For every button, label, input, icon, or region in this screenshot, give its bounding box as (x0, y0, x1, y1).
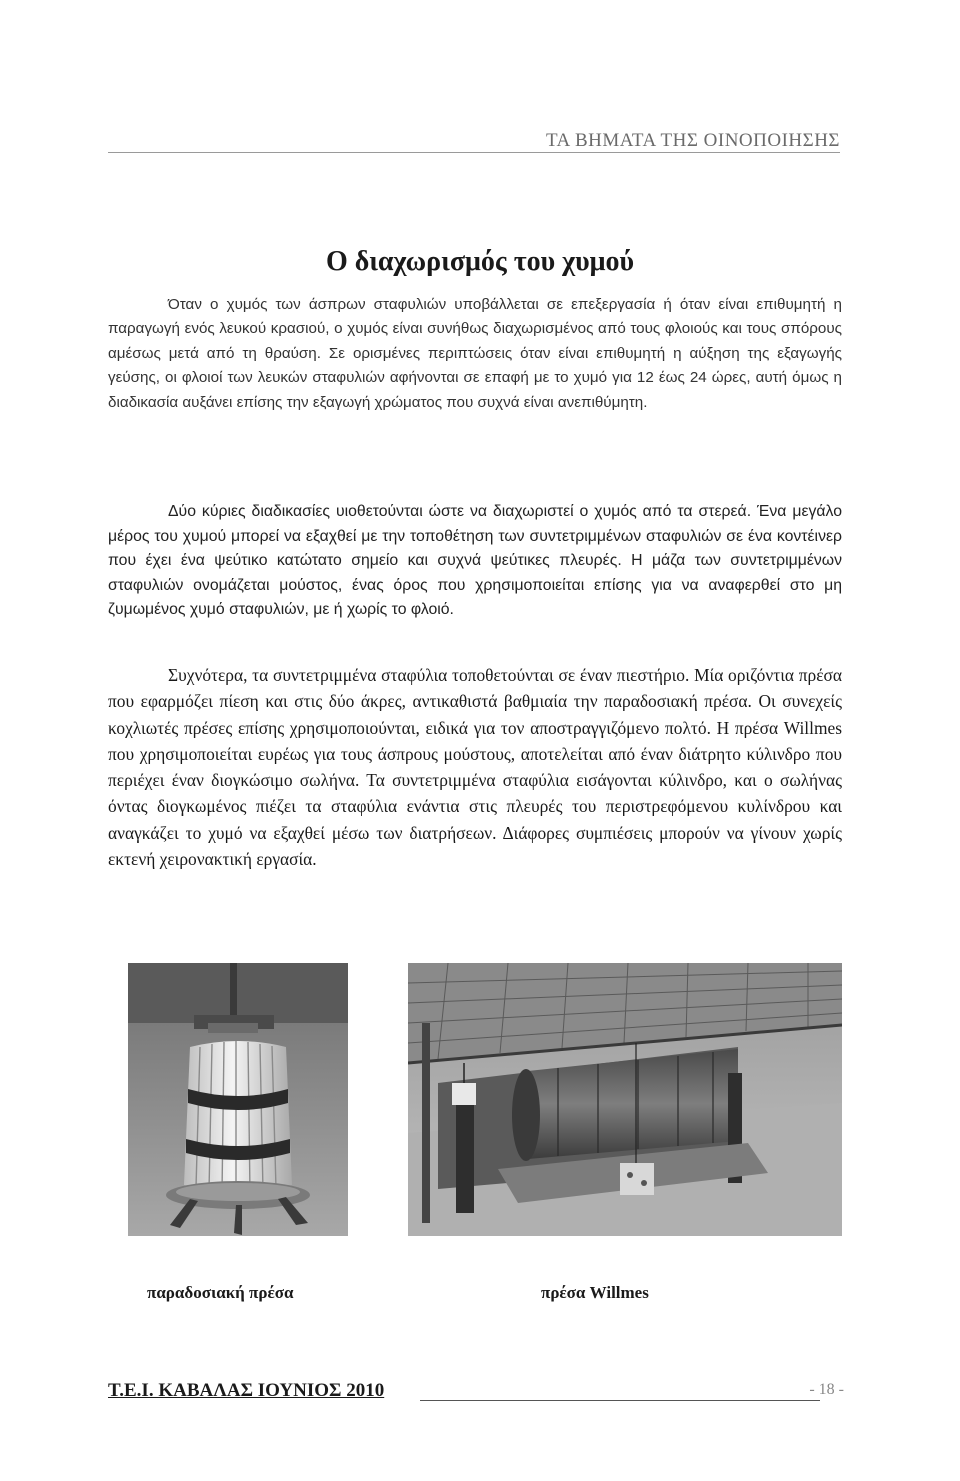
page-number: - 18 - (809, 1381, 844, 1398)
header-rule (108, 152, 840, 153)
footer-institution: Τ.Ε.Ι. ΚΑΒΑΛΑΣ ΙΟΥΝΙΟΣ 2010 (108, 1380, 385, 1401)
paragraph-2: Δύο κύριες διαδικασίες υιοθετούνται ώστε να διαχωριστεί ο χυμός από τα στερεά. Ένα μεγάλο μέρος του χυμού μπορεί να εξαχθεί με την τοποθέτηση των συντετριμμένων σταφυλιών σε ένα κοντέινερ που έχει ένα ψεύτικο κατώτατο σημείο και συχνά ψεύτικες πλευρές. Η μάζα των συντετριμμένων σταφυλιών ονομάζεται μούστος, ένας όρος που χρησιμοποιείται επίσης για να αναφερθεί στο μη ζυμωμένος χυμό σταφυλιών, με ή χωρίς το φλοιό. (108, 503, 842, 619)
running-header: ΤΑ ΒΗΜΑΤΑ ΤΗΣ ΟΙΝΟΠΟΙΗΣΗΣ (545, 130, 840, 151)
caption-traditional-press: παραδοσιακή πρέσα (147, 1283, 294, 1302)
page-title: Ο διαχωρισμός του χυμού (325, 246, 635, 277)
traditional-press-photo (128, 963, 348, 1236)
paragraph-3: Συχνότερα, τα συντετριμμένα σταφύλια τοποθετούνται σε έναν πιεστήριο. Μία οριζόντια πρέσα που εφαρμόζει πίεση και στις δύο άκρες, αντικαθιστά βαθμιαία την παραδοσιακή πρέσα. Οι συνεχείς κοχλιωτές πρέσες επίσης χρησιμοποιούνται, ειδικά για τον αποστραγγιζόμενο πολτό. Η πρέσα Willmes που χρησιμοποιείται ευρέως για τους άσπρους μούστους, αποτελείται από έναν διάτρητο κύλινδρο που περιέχει έναν διογκώσιμο σωλήνα. Τα συντετριμμένα σταφύλια εισάγονται κύλινδρο, και ο σωλήνας όντας διογκωμένος πιέζει τα σταφύλια ενάντια στις πλευρές του περιστρεφόμενου κυλίνδρου και αναγκάζει το χυμό να εξαχθεί μέσω των διατρήσεων. Διάφορες συμπιέσεις μπορούν να γίνουν χωρίς εκτενή χειρονακτική εργασία. (108, 665, 842, 870)
willmes-press-photo (408, 963, 842, 1236)
caption-willmes-press: πρέσα Willmes (541, 1283, 649, 1302)
paragraph-1: Όταν ο χυμός των άσπρων σταφυλιών υποβάλλεται σε επεξεργασία ή όταν είναι επιθυμητή η παραγωγή ενός λευκού κρασιού, ο χυμός είναι συνήθως διαχωρισμένος από τους φλοιούς και τους σπόρους αμέσως μετά από τη θραύση. Σε ορισμένες περιπτώσεις όταν είναι επιθυμητή η αύξηση της εξαγωγής γεύσης, οι φλοιοί των λευκών σταφυλιών αφήνονται σε επαφή με το χυμό για 12 έως 24 ώρες, αυτή όμως η διαδικασία αυξάνει επίσης την εξαγωγή χρώματος που συχνά είναι ανεπιθύμητη. (108, 296, 842, 411)
footer-rule (420, 1400, 820, 1401)
